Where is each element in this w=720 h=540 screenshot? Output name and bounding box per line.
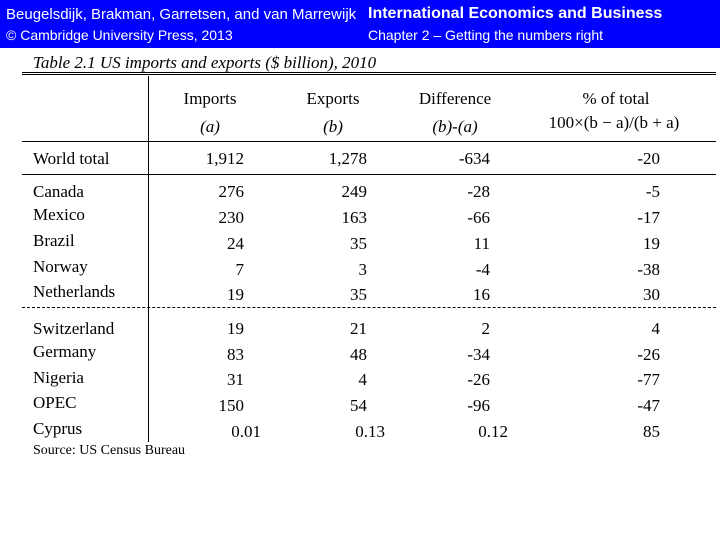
authors-text: Beugelsdijk, Brakman, Garretsen, and van Marrewijk [6, 6, 357, 23]
row-switzerland-difference: 2 [481, 319, 490, 338]
col-pct-header: % of total [582, 89, 650, 108]
row-norway-imports: 7 [235, 260, 244, 279]
row-norway-exports: 3 [358, 260, 367, 279]
row-switzerland-pct: 4 [651, 319, 660, 338]
row-germany-difference: -34 [467, 345, 490, 364]
row-netherlands-imports: 19 [227, 285, 244, 304]
row-mexico-exports: 163 [341, 208, 367, 227]
row-canada-difference: -28 [467, 182, 490, 201]
row-netherlands-name: Netherlands [33, 282, 116, 301]
book-title: International Economics and Business [368, 5, 663, 22]
row-world-total-pct: -20 [637, 149, 660, 168]
row-canada-exports: 249 [341, 182, 367, 201]
col-exports-sub: (b) [323, 117, 343, 136]
row-cyprus-imports: 0.01 [231, 422, 261, 441]
row-opec-pct: -47 [637, 396, 660, 415]
header-banner [0, 0, 720, 48]
col-imports-sub: (a) [200, 117, 220, 136]
row-opec-imports: 150 [218, 396, 244, 415]
row-mexico-pct: -17 [637, 208, 660, 227]
row-nigeria-name: Nigeria [33, 368, 84, 387]
row-brazil-imports: 24 [227, 234, 244, 253]
source-note: Source: US Census Bureau [33, 443, 186, 458]
group-divider [22, 307, 716, 308]
header-rule [22, 141, 716, 142]
row-mexico-name: Mexico [33, 205, 85, 224]
row-brazil-exports: 35 [350, 234, 367, 253]
col-exports-header: Exports [306, 89, 360, 108]
row-germany-name: Germany [33, 342, 97, 361]
col-pct-formula: 100×(b − a)/(b + a) [548, 113, 680, 132]
row-nigeria-exports: 4 [358, 370, 367, 389]
row-netherlands-difference: 16 [473, 285, 490, 304]
row-netherlands-exports: 35 [350, 285, 367, 304]
row-cyprus-exports: 0.13 [355, 422, 385, 441]
row-cyprus-name: Cyprus [33, 419, 83, 438]
row-switzerland-imports: 19 [227, 319, 244, 338]
row-cyprus-difference: 0.12 [478, 422, 508, 441]
row-norway-name: Norway [33, 257, 88, 276]
row-brazil-difference: 11 [473, 234, 490, 253]
row-world-total-imports: 1,912 [205, 149, 244, 168]
row-canada-pct: -5 [645, 182, 660, 201]
row-nigeria-pct: -77 [637, 370, 660, 389]
row-norway-pct: -38 [637, 260, 660, 279]
row-nigeria-difference: -26 [467, 370, 490, 389]
row-canada-imports: 276 [218, 182, 244, 201]
row-netherlands-pct: 30 [643, 285, 660, 304]
row-germany-imports: 83 [227, 345, 244, 364]
row-opec-difference: -96 [467, 396, 490, 415]
row-brazil-name: Brazil [33, 231, 75, 250]
row-opec-exports: 54 [350, 396, 367, 415]
row-opec-name: OPEC [33, 393, 77, 412]
row-nigeria-imports: 31 [227, 370, 244, 389]
total-rule [22, 174, 716, 175]
row-world-total-exports: 1,278 [328, 149, 367, 168]
row-mexico-difference: -66 [467, 208, 490, 227]
row-cyprus-pct: 85 [643, 422, 660, 441]
col-difference-header: Difference [418, 89, 492, 108]
row-canada-name: Canada [33, 182, 84, 201]
row-world-total-name: World total [33, 149, 110, 168]
row-germany-exports: 48 [350, 345, 367, 364]
top-rule [22, 72, 716, 75]
row-brazil-pct: 19 [643, 234, 660, 253]
col-imports-header: Imports [183, 89, 237, 108]
row-switzerland-exports: 21 [350, 319, 367, 338]
row-switzerland-name: Switzerland [33, 319, 115, 338]
row-norway-difference: -4 [475, 260, 490, 279]
row-germany-pct: -26 [637, 345, 660, 364]
row-mexico-imports: 230 [218, 208, 244, 227]
copyright-text: © Cambridge University Press, 2013 [6, 27, 233, 43]
row-world-total-difference: -634 [458, 149, 490, 168]
stub-divider [148, 76, 149, 442]
table-title: Table 2.1 US imports and exports ($ billion), 2010 [33, 53, 377, 72]
col-difference-sub: (b)-(a) [432, 117, 478, 136]
chapter-title: Chapter 2 – Getting the numbers right [368, 27, 604, 43]
